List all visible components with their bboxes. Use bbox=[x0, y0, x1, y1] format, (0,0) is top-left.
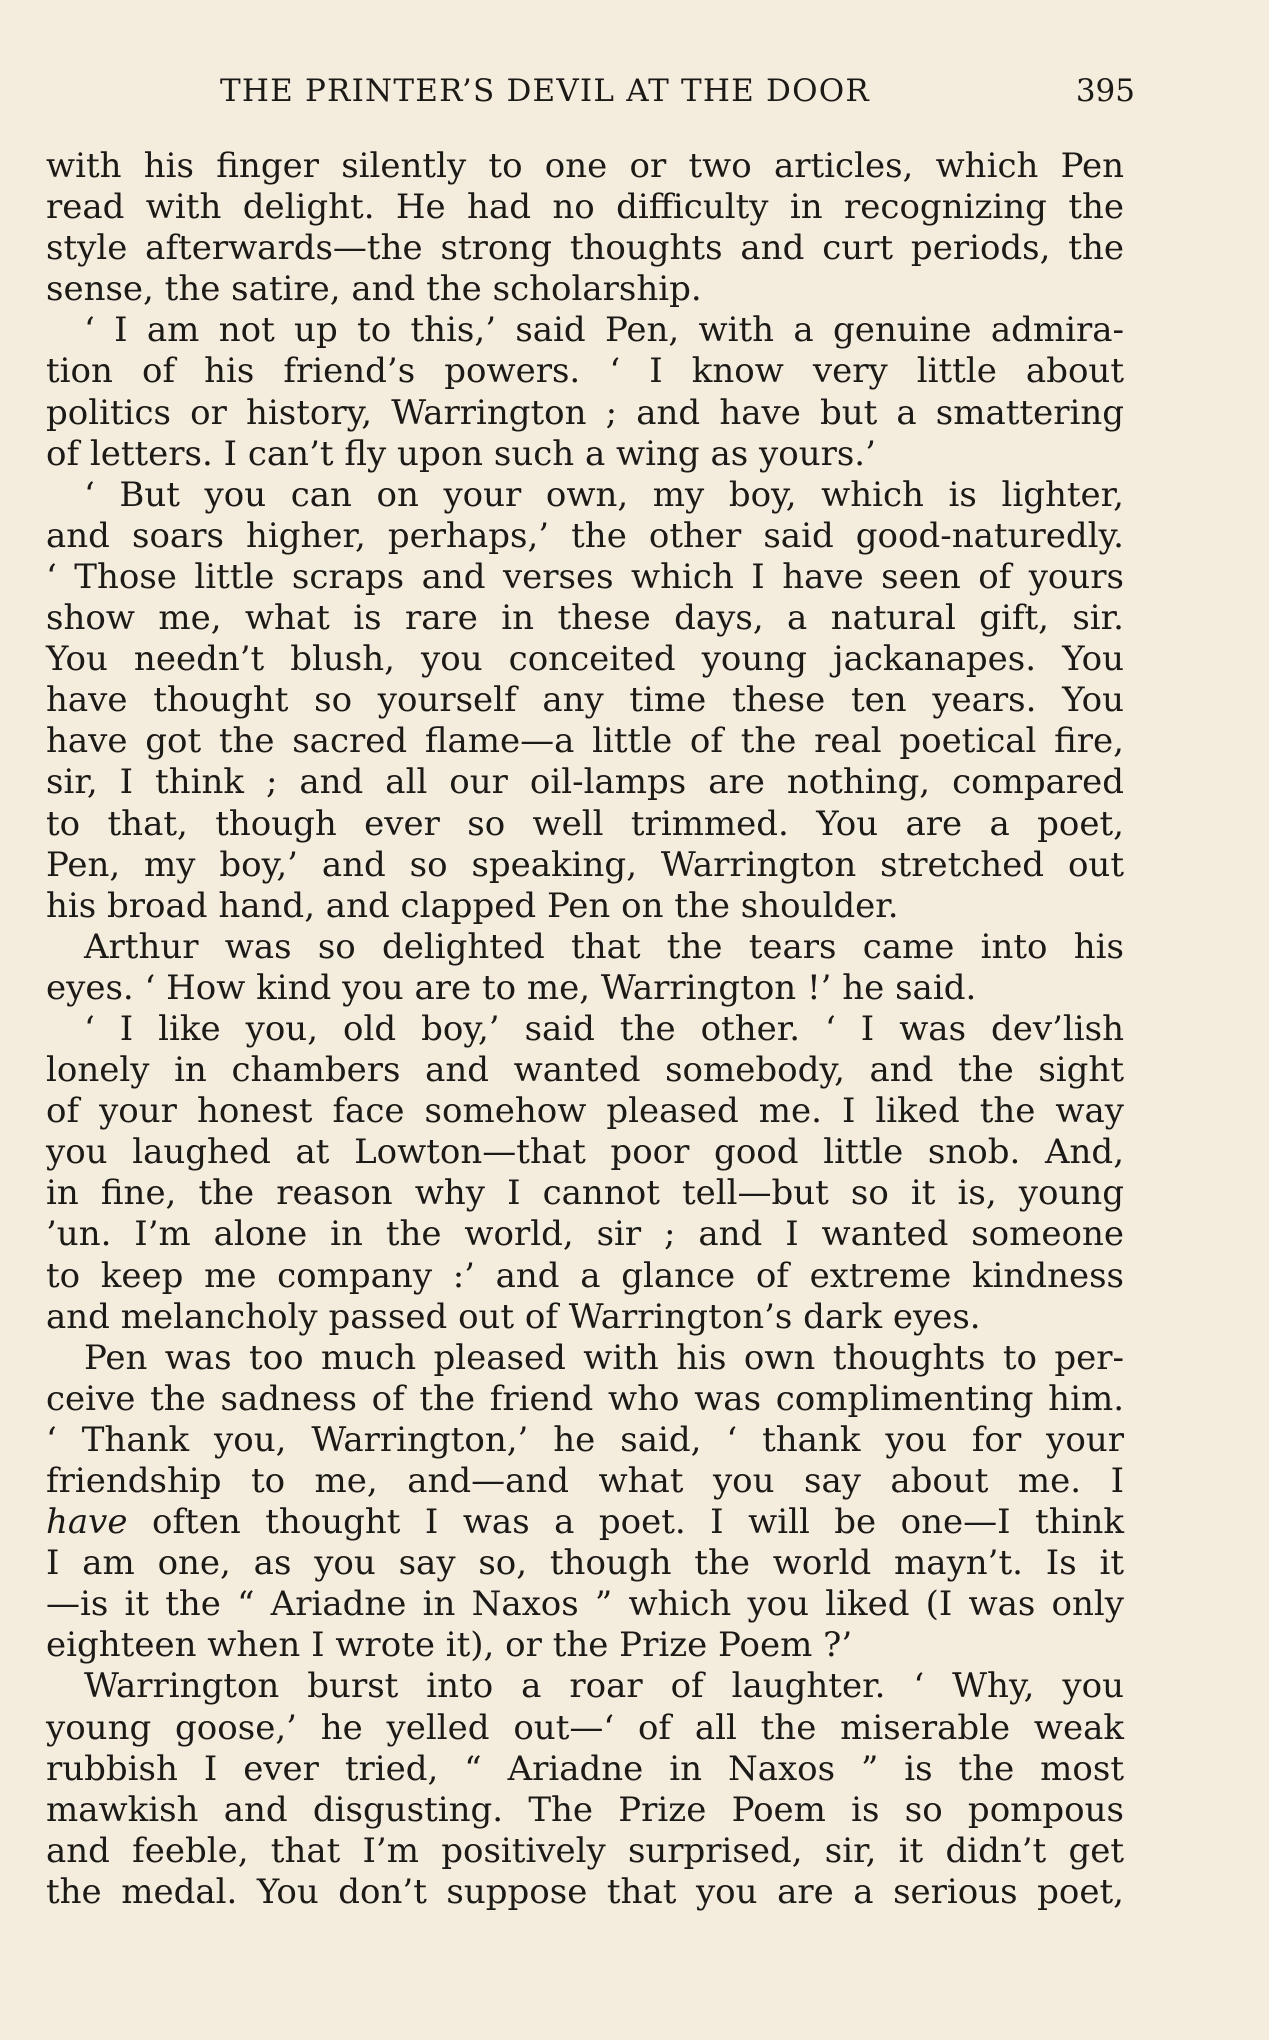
text-line: ‘ Those little scraps and verses which I have seen of yours bbox=[46, 556, 1124, 597]
text-line: ‘ I like you, old boy,’ said the other. ‘ I was dev’lish bbox=[84, 1008, 1124, 1049]
text-line: mawkish and disgusting. The Prize Poem is so pompous bbox=[46, 1789, 1124, 1830]
text-line: of your honest face somehow pleased me. I liked the way bbox=[46, 1091, 1124, 1132]
text-line: Arthur was so delighted that the tears came into his bbox=[84, 926, 1124, 967]
text-line: sir, I think ; and all our oil-lamps are nothing, compared bbox=[46, 762, 1124, 803]
text-line: ’un. I’m alone in the world, sir ; and I wanted someone bbox=[46, 1214, 1124, 1255]
text-line: ‘ But you can on your own, my boy, which is lighter, bbox=[84, 474, 1124, 515]
text-line: of letters. I can’t fly upon such a wing as yours.’ bbox=[46, 433, 876, 474]
text-line: with his finger silently to one or two articles, which Pen bbox=[46, 146, 1124, 186]
page-number: 395 bbox=[1075, 73, 1135, 109]
text-line: to that, though ever so well trimmed. You are a poet, bbox=[46, 803, 1124, 844]
text-line: ceive the sadness of the friend who was complimenting him. bbox=[46, 1378, 1124, 1419]
text-line: young goose,’ he yelled out—‘ of all the miserable weak bbox=[46, 1707, 1124, 1748]
text-line: —is it the “ Ariadne in Naxos ” which you liked (I was only bbox=[46, 1584, 1124, 1625]
text-line: in fine, the reason why I cannot tell—but so it is, young bbox=[46, 1173, 1124, 1214]
text-line: tion of his friend’s powers. ‘ I know very little about bbox=[46, 351, 1124, 392]
text-line: have thought so yourself any time these ten years. You bbox=[46, 680, 1124, 721]
text-line: Pen was too much pleased with his own thoughts to per- bbox=[84, 1337, 1124, 1378]
text-line: politics or history, Warrington ; and have but a smattering bbox=[46, 392, 1124, 433]
text-line: style afterwards—the strong thoughts and curt periods, the bbox=[46, 228, 1124, 269]
text-line: the medal. You don’t suppose that you are a serious poet, bbox=[46, 1871, 1124, 1912]
text-line: friendship to me, and—and what you say about me. I bbox=[46, 1461, 1124, 1501]
text-line: to keep me company :’ and a glance of extreme kindness bbox=[46, 1255, 1124, 1296]
text-line: ‘ Thank you, Warrington,’ he said, ‘ thank you for your bbox=[46, 1419, 1124, 1460]
text-line: his broad hand, and clapped Pen on the shoulder. bbox=[46, 885, 899, 926]
text-line: read with delight. He had no difficulty in recognizing the bbox=[46, 187, 1124, 228]
text-line: Warrington burst into a roar of laughter. ‘ Why, you bbox=[84, 1666, 1124, 1707]
text-line: Pen, my boy,’ and so speaking, Warrington stretched out bbox=[46, 844, 1124, 885]
text-line: rubbish I ever tried, “ Ariadne in Naxos ” is the most bbox=[46, 1748, 1124, 1789]
text-line: eighteen when I wrote it), or the Prize Poem ?’ bbox=[46, 1625, 853, 1666]
running-head bbox=[220, 68, 1135, 118]
text-line: ‘ I am not up to this,’ said Pen, with a genuine admira- bbox=[84, 310, 1124, 351]
running-title: THE PRINTER’S DEVIL AT THE DOOR bbox=[220, 73, 870, 109]
text-line: and soars higher, perhaps,’ the other said good-naturedly. bbox=[46, 515, 1124, 556]
text-line: eyes. ‘ How kind you are to me, Warrington !’ he said. bbox=[46, 967, 977, 1008]
text-line: show me, what is rare in these days, a natural gift, sir. bbox=[46, 598, 1124, 639]
text-line: you laughed at Lowton—that poor good little snob. And, bbox=[46, 1132, 1124, 1173]
text-line: You needn’t blush, you conceited young jackanapes. You bbox=[46, 639, 1124, 680]
text-line: sense, the satire, and the scholarship. bbox=[46, 269, 702, 310]
text-line: and melancholy passed out of Warrington’s dark eyes. bbox=[46, 1296, 981, 1337]
text-line: and feeble, that I’m positively surprised, sir, it didn’t get bbox=[46, 1830, 1124, 1871]
body-text bbox=[46, 146, 1124, 1913]
text-line: have often thought I was a poet. I will be one—I think bbox=[46, 1502, 1124, 1543]
text-line: I am one, as you say so, though the world mayn’t. Is it bbox=[46, 1543, 1124, 1584]
text-line: lonely in chambers and wanted somebody, and the sight bbox=[46, 1050, 1124, 1091]
text-line: have got the sacred flame—a little of the real poetical fire, bbox=[46, 721, 1124, 762]
